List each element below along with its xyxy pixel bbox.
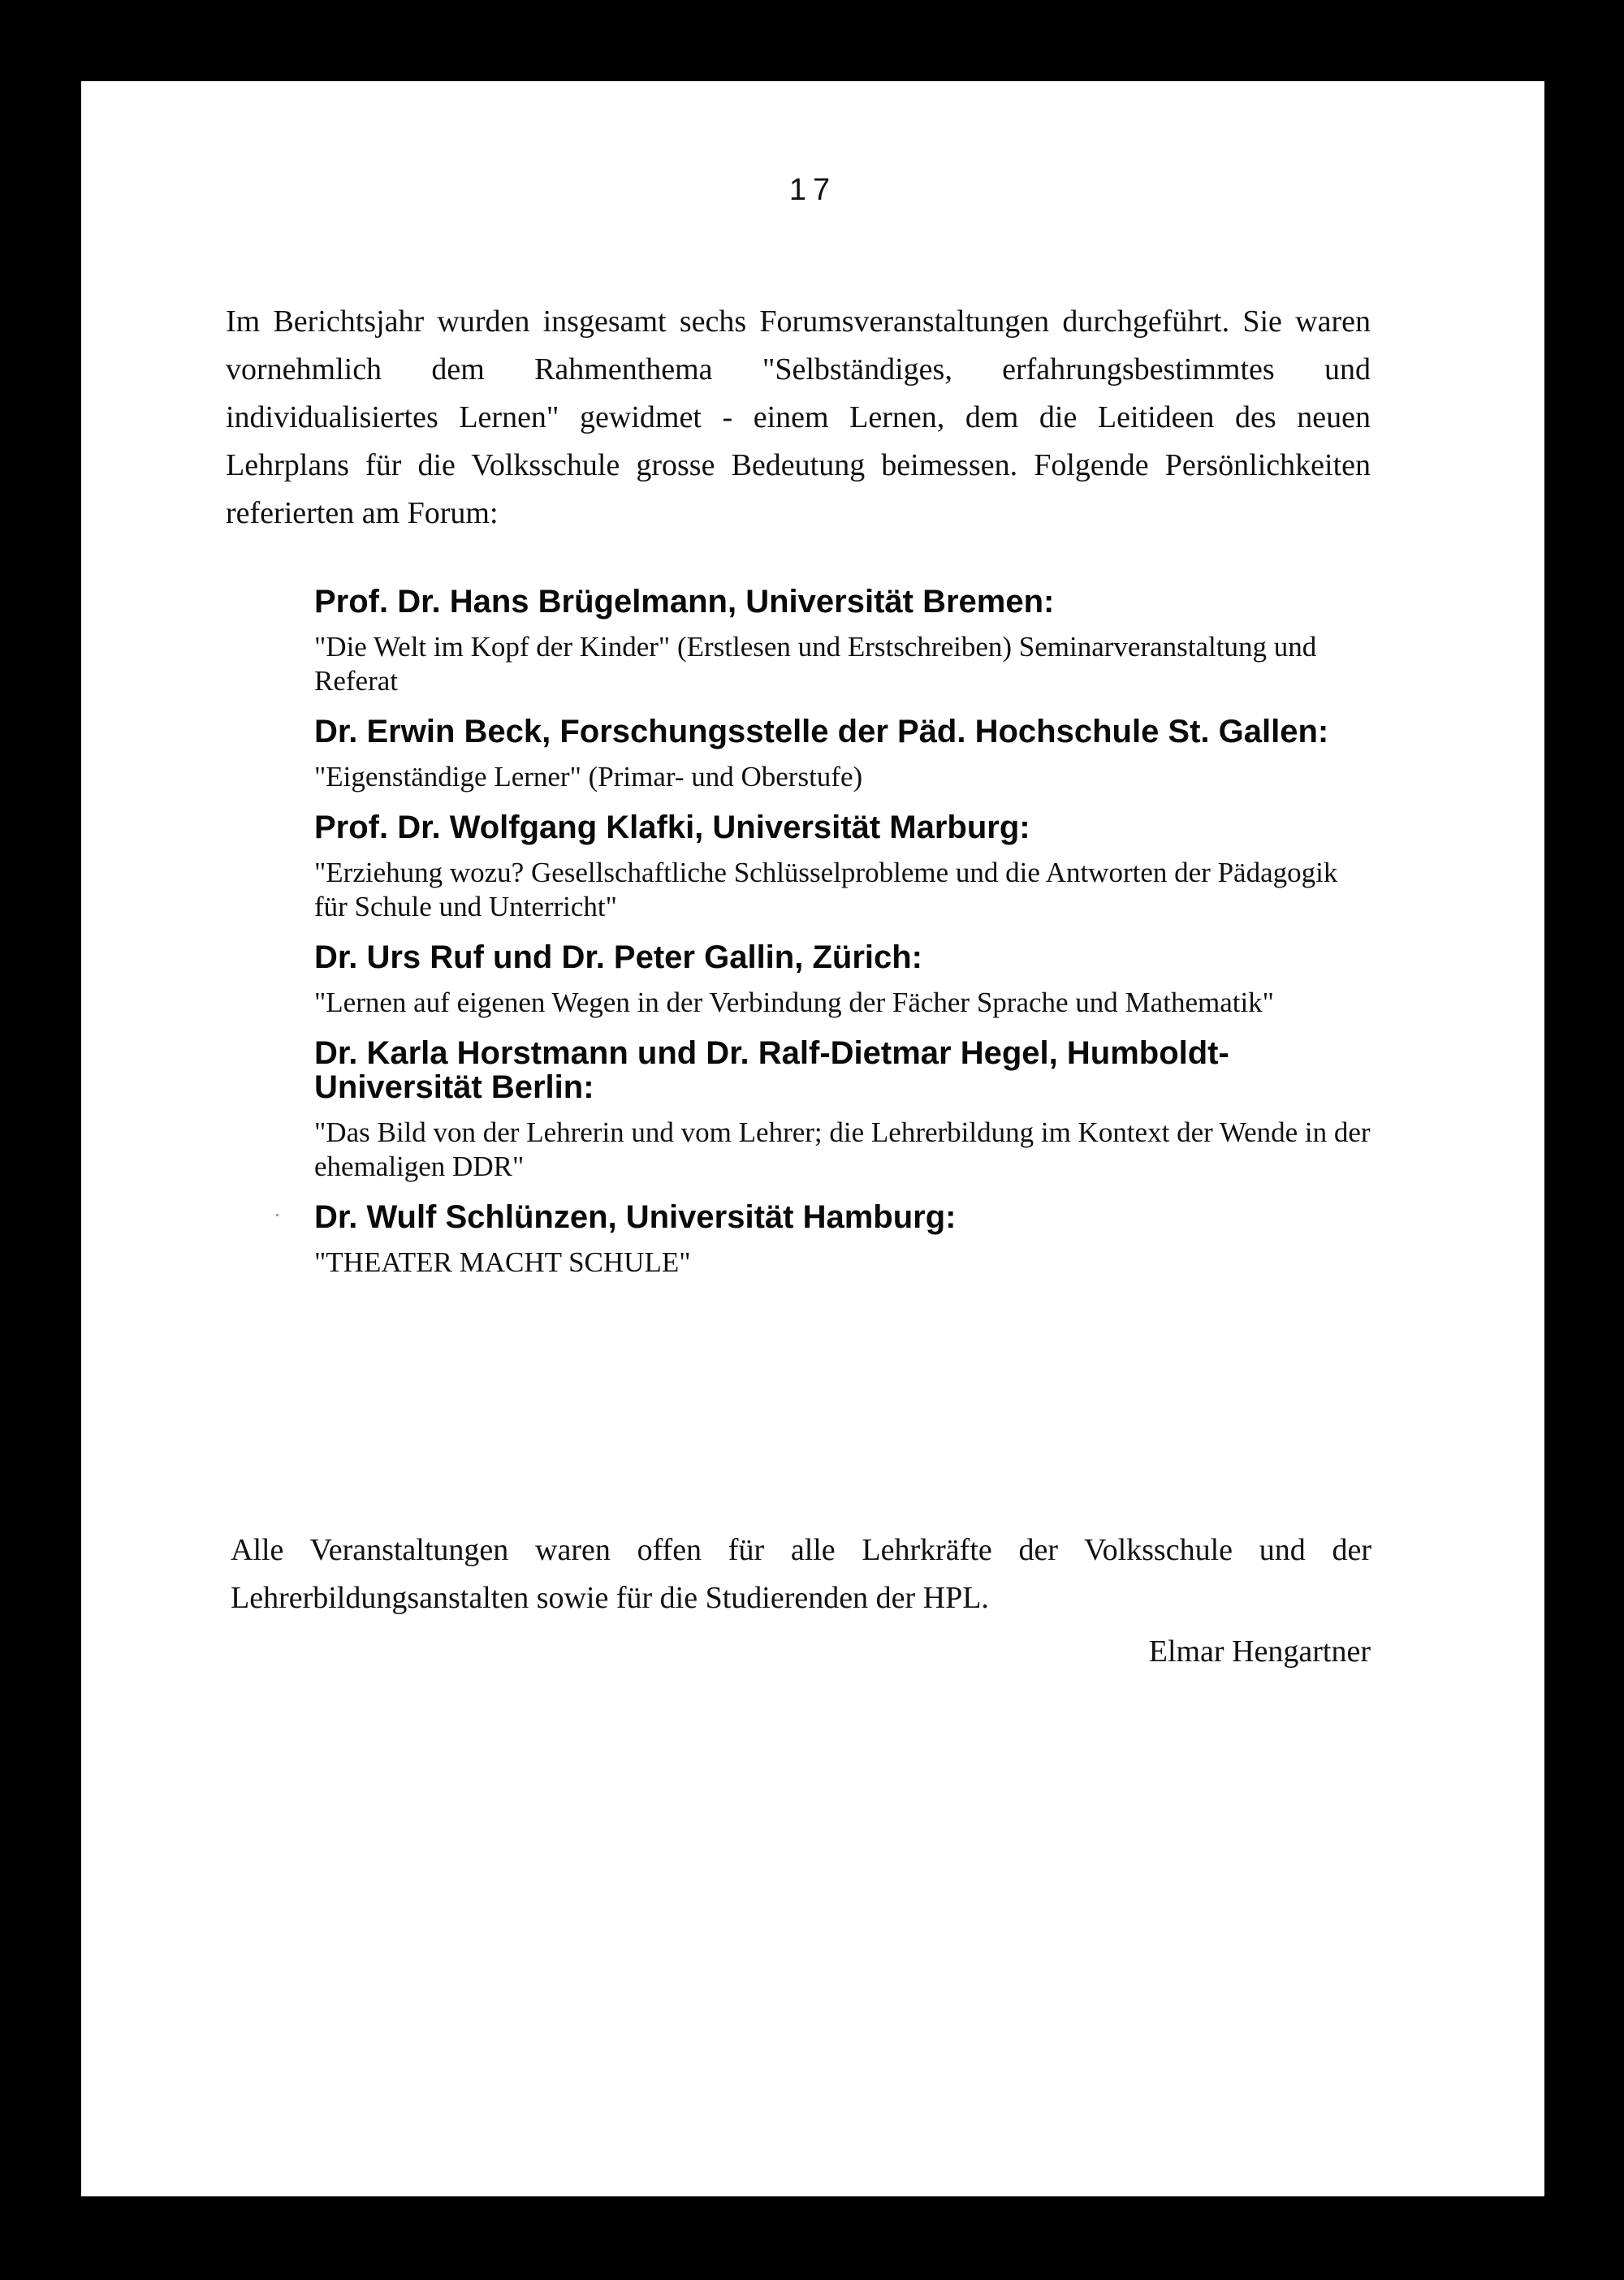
speaker-entry [314, 940, 1375, 1020]
speaker-name: Prof. Dr. Wolfgang Klafki, Universität Marburg: [314, 810, 1030, 845]
speaker-entry [314, 585, 1375, 698]
speaker-entry [314, 1200, 1375, 1280]
author-signature: Elmar Hengartner [1148, 1634, 1371, 1669]
speaker-entry [314, 715, 1375, 794]
talk-title: "Erziehung wozu? Gesellschaftliche Schlüsselprobleme und die Antworten der Pädagogik für Schule und Unterricht" [314, 857, 1338, 922]
scan-speck [276, 1214, 279, 1216]
closing-paragraph: Alle Veranstaltungen waren offen für alle Lehrkräfte der Volksschule und der Lehrerbildungsanstalten sowie für die Studierenden der HPL. [231, 1533, 1371, 1615]
speaker-name: Dr. Karla Horstmann und Dr. Ralf-Dietmar Hegel, Humboldt-Universität Berlin: [314, 1035, 1229, 1105]
speaker-name: Prof. Dr. Hans Brügelmann, Universität Bremen: [314, 584, 1055, 620]
talk-title: "Das Bild von der Lehrerin und vom Lehrer; die Lehrerbildung im Kontext der Wende in der ehemaligen DDR" [314, 1116, 1371, 1182]
document-page [81, 81, 1544, 2196]
speaker-entry [314, 810, 1375, 924]
talk-title: "Die Welt im Kopf der Kinder" (Erstlesen und Erstschreiben) Seminarveranstaltung und Referat [314, 631, 1317, 697]
speaker-list [314, 585, 1375, 1296]
speaker-entry [314, 1036, 1375, 1184]
talk-title: "THEATER MACHT SCHULE" [314, 1246, 691, 1278]
speaker-name: Dr. Erwin Beck, Forschungsstelle der Päd. Hochschule St. Gallen: [314, 714, 1329, 749]
speaker-name: Dr. Wulf Schlünzen, Universität Hamburg: [314, 1199, 957, 1235]
page-number: 17 [788, 173, 837, 207]
speaker-name: Dr. Urs Ruf und Dr. Peter Gallin, Zürich: [314, 939, 923, 975]
intro-paragraph: Im Berichtsjahr wurden insgesamt sechs Forumsveranstaltungen durchgeführt. Sie waren vornehmlich dem Rahmenthema "Selbständiges, erfahrungsbestimmtes und individualisiertes Lernen" gewidmet - einem Lernen, dem die Leitideen des neuen Lehrplans für die Volksschule grosse Bedeutung beimessen. Folgende Persönlichkeiten referierten am Forum: [226, 304, 1371, 530]
talk-title: "Lernen auf eigenen Wegen in der Verbindung der Fächer Sprache und Mathematik" [314, 987, 1274, 1018]
talk-title: "Eigenständige Lerner" (Primar- und Oberstufe) [314, 761, 863, 792]
